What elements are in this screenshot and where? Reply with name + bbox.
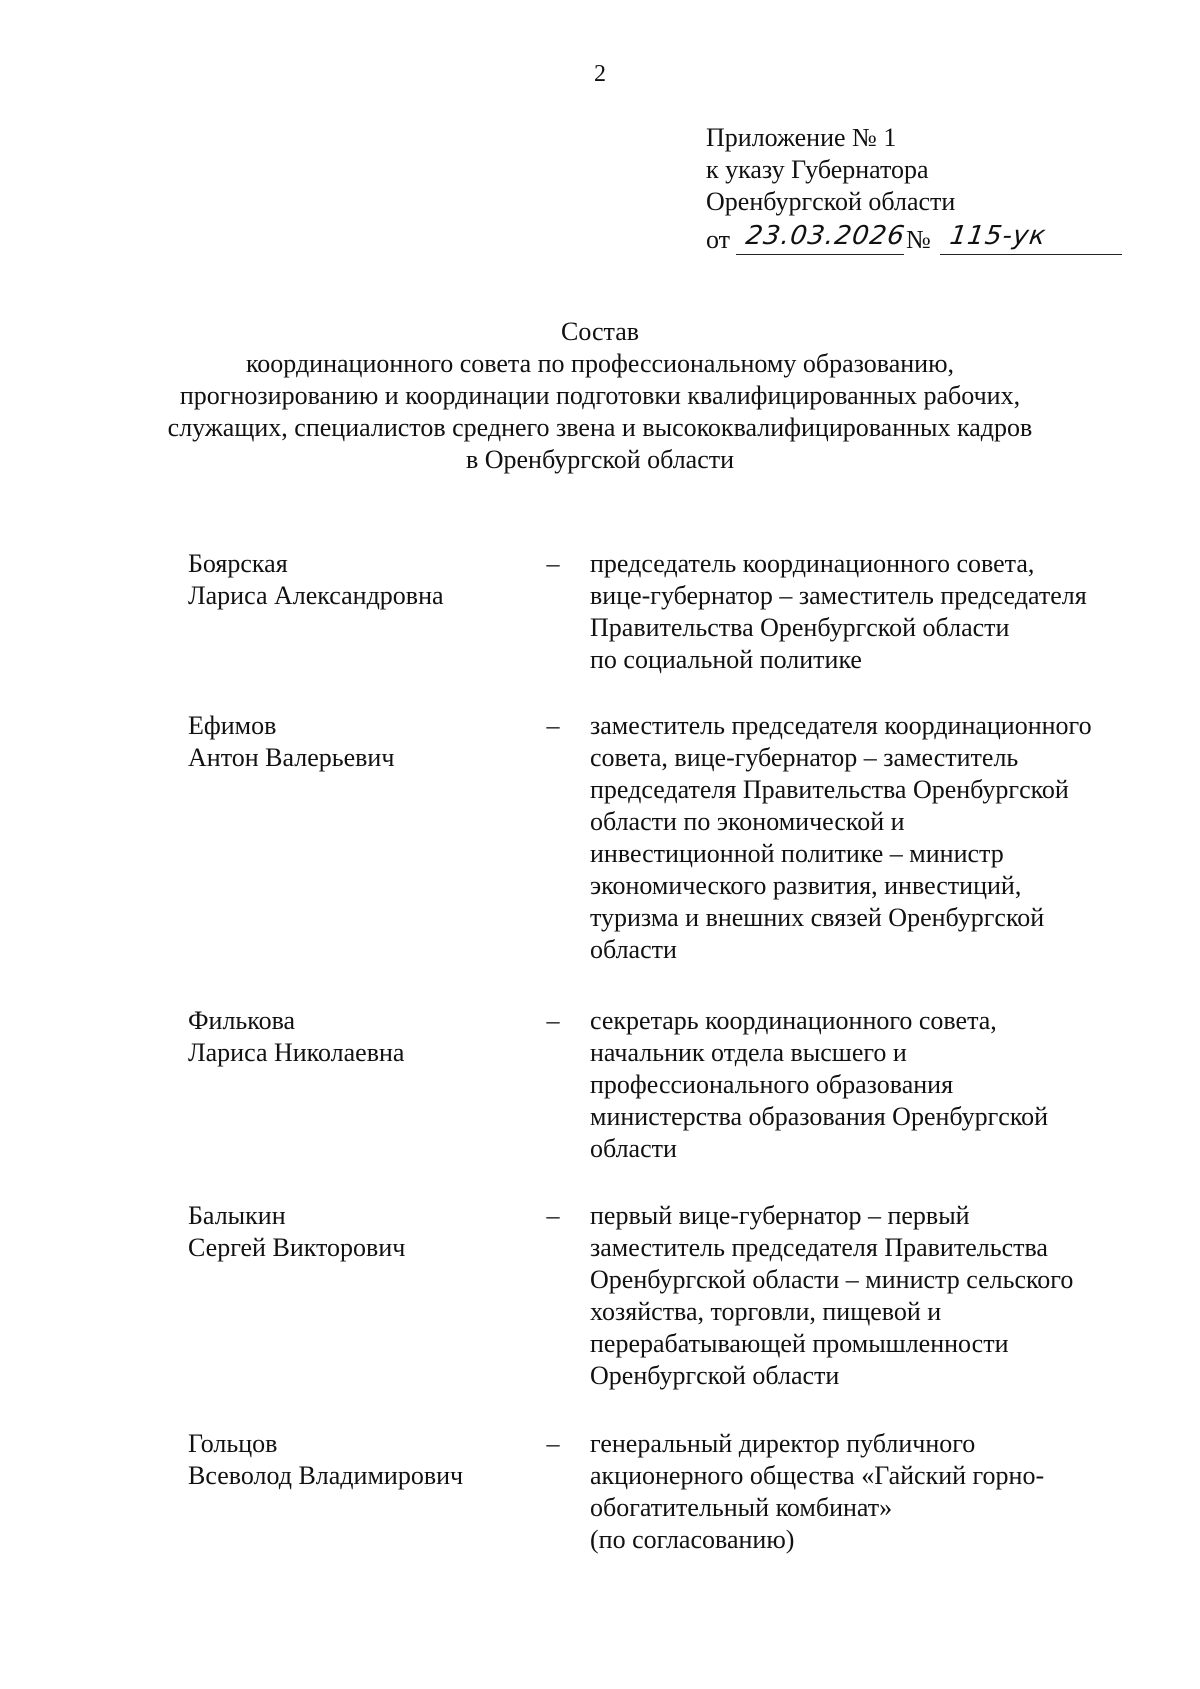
- surname: Ефимов: [188, 711, 277, 740]
- page-number: 2: [594, 61, 606, 87]
- member-name: [188, 548, 528, 612]
- member-role: [590, 548, 1150, 676]
- separator-dash: –: [546, 1006, 560, 1035]
- role-line: инвестиционной политике – министр: [590, 839, 1004, 868]
- role-line: обогатительный комбинат»: [590, 1493, 893, 1522]
- surname: Филькова: [188, 1006, 296, 1035]
- role-line: Правительства Оренбургской области: [590, 613, 1010, 642]
- role-line: первый вице-губернатор – первый: [590, 1201, 970, 1230]
- role-line: туризма и внешних связей Оренбургской: [590, 903, 1045, 932]
- role-line: области: [590, 935, 677, 964]
- role-line: начальник отдела высшего и: [590, 1038, 907, 1067]
- role-line: перерабатывающей промышленности: [590, 1329, 1009, 1358]
- separator-dash: –: [546, 1201, 560, 1230]
- role-line: председатель координационного совета,: [590, 549, 1035, 578]
- member-role: [590, 1200, 1150, 1392]
- role-line: совета, вице-губернатор – заместитель: [590, 743, 1019, 772]
- member-name: [188, 1428, 528, 1492]
- role-line: Оренбургской области: [590, 1361, 840, 1390]
- role-line: председателя Правительства Оренбургской: [590, 775, 1069, 804]
- role-line: заместитель председателя координационного: [590, 711, 1092, 740]
- role-line: экономического развития, инвестиций,: [590, 871, 1022, 900]
- role-line: генеральный директор публичного: [590, 1429, 976, 1458]
- given-names: Антон Валерьевич: [188, 743, 395, 772]
- from-label: от: [706, 225, 731, 254]
- member-role: [590, 1428, 1150, 1556]
- given-names: Всеволод Владимирович: [188, 1461, 464, 1490]
- separator-dash: –: [546, 1429, 560, 1458]
- given-names: Сергей Викторович: [188, 1233, 406, 1262]
- role-line: области: [590, 1134, 677, 1163]
- role-line: вице-губернатор – заместитель председателя: [590, 581, 1087, 610]
- role-line: заместитель председателя Правительства: [590, 1233, 1048, 1262]
- member-name: [188, 710, 528, 774]
- role-line: по социальной политике: [590, 645, 862, 674]
- decree-date: 23.03.2026: [743, 221, 907, 251]
- role-line: Оренбургской области – министр сельского: [590, 1265, 1074, 1294]
- appendix-line: Оренбургской области: [706, 187, 956, 216]
- title-line: Состав: [560, 317, 640, 346]
- separator-dash: –: [546, 711, 560, 740]
- separator-dash: –: [546, 549, 560, 578]
- member-name: [188, 1005, 528, 1069]
- role-line: хозяйства, торговли, пищевой и: [590, 1297, 942, 1326]
- member-role: [590, 710, 1150, 966]
- title-line: в Оренбургской области: [465, 445, 735, 474]
- surname: Боярская: [188, 549, 288, 578]
- role-line: министерства образования Оренбургской: [590, 1102, 1049, 1131]
- role-line: профессионального образования: [590, 1070, 954, 1099]
- title-line: координационного совета по профессиональному образованию,: [245, 349, 955, 378]
- role-line: секретарь координационного совета,: [590, 1006, 997, 1035]
- member-name: [188, 1200, 528, 1264]
- member-role: [590, 1005, 1150, 1165]
- surname: Гольцов: [188, 1429, 278, 1458]
- role-line: акционерного общества «Гайский горно-: [590, 1461, 1045, 1490]
- role-line: области по экономической и: [590, 807, 905, 836]
- appendix-line: к указу Губернатора: [706, 155, 929, 184]
- title-line: служащих, специалистов среднего звена и высококвалифицированных кадров: [167, 413, 1033, 442]
- role-line: (по согласованию): [590, 1525, 795, 1554]
- surname: Балыкин: [188, 1201, 286, 1230]
- given-names: Лариса Николаевна: [188, 1038, 405, 1067]
- given-names: Лариса Александровна: [188, 581, 444, 610]
- number-label: №: [906, 225, 931, 254]
- title-line: прогнозированию и координации подготовки квалифицированных рабочих,: [179, 381, 1021, 410]
- appendix-line: Приложение № 1: [706, 123, 897, 152]
- decree-number: 115-ук: [947, 221, 1049, 251]
